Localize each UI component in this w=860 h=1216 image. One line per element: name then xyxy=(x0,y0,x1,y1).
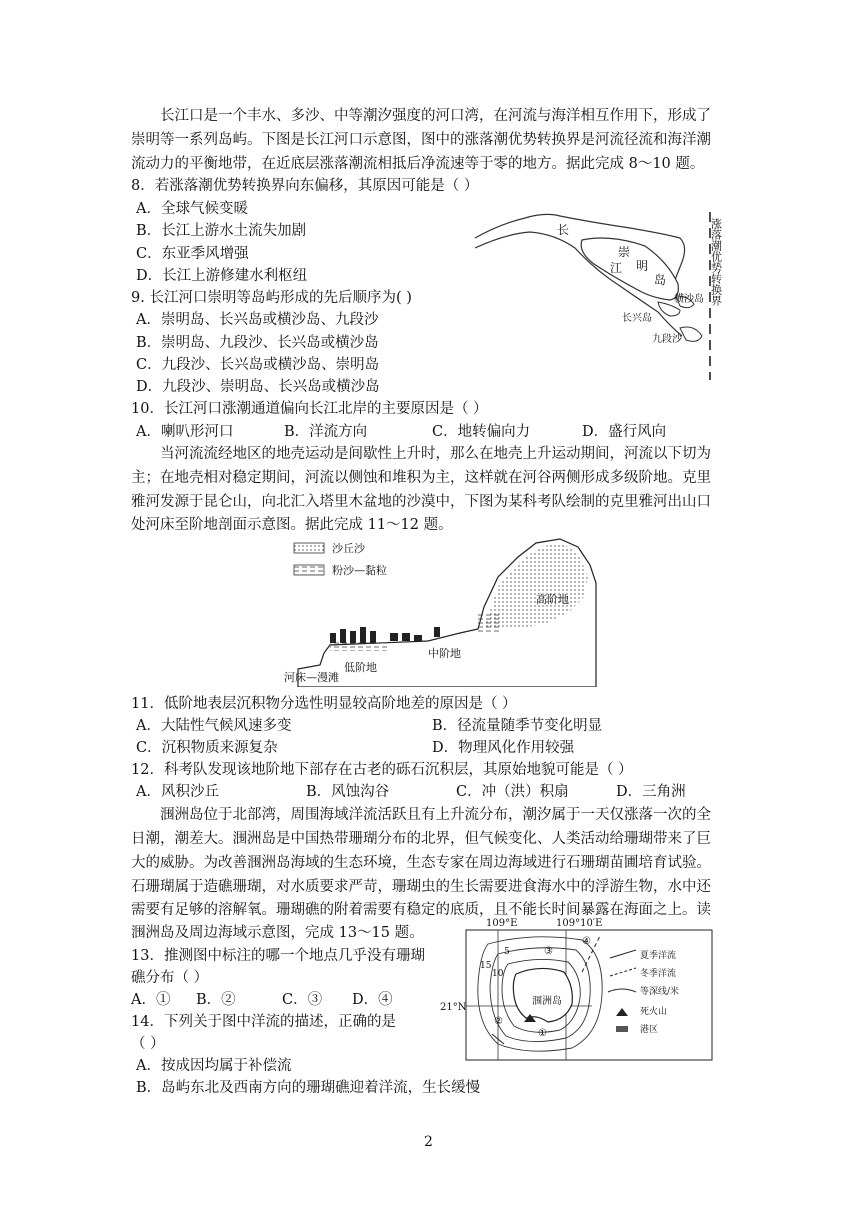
legend-harbor: 港区 xyxy=(640,1025,659,1035)
q11-option-d: D．物理风化作用较强 xyxy=(432,740,575,756)
q10-option-c: C．地转偏向力 xyxy=(432,424,531,440)
depth-label: 15 xyxy=(480,961,492,971)
depth-label: 10 xyxy=(492,969,504,979)
q9-option-c: C．九段沙、长兴岛或横沙岛、崇明岛 xyxy=(136,357,380,373)
q12-option-b: B．风蚀沟谷 xyxy=(306,784,390,800)
passage3-line: 涠洲岛及周边海域示意图，完成 13～15 题。 xyxy=(131,925,424,941)
q13-stem-cont: 礁分布（ ） xyxy=(131,970,209,986)
q14-stem-cont: （ ） xyxy=(131,1036,165,1052)
q9-option-a: A．崇明岛、长兴岛或横沙岛、九段沙 xyxy=(136,312,379,328)
depth-label: 5 xyxy=(504,947,510,957)
map1-label: 岛 xyxy=(654,273,667,287)
q12-option-a: A．风积沙丘 xyxy=(136,784,219,800)
legend-dune-sand: 沙丘沙 xyxy=(332,542,365,555)
legend-winter-current: 冬季洋流 xyxy=(640,969,677,979)
passage3-line: 石珊瑚属于造礁珊瑚，对水质要求严苛，珊瑚虫的生长需要进食海水中的浮游生物，水中还 xyxy=(131,879,711,895)
q10-option-a: A．喇叭形河口 xyxy=(136,424,234,440)
legend-isobath: 等深线/米 xyxy=(640,987,680,997)
q10-option-d: D．盛行风向 xyxy=(582,424,667,440)
q11-option-b: B．径流量随季节变化明显 xyxy=(432,718,603,734)
passage2-line: 处河床至阶地剖面示意图。据此完成 11～12 题。 xyxy=(131,517,453,533)
legend-volcano: 死火山 xyxy=(640,1007,668,1017)
q8-option-b: B．长江上游水土流失加剧 xyxy=(136,223,307,239)
point-label: ④ xyxy=(582,936,591,947)
passage1-line: 崇明等一系列岛屿。下图是长江河口示意图，图中的涨落潮优势转换界是河流径流和海洋潮 xyxy=(131,132,711,148)
q10-stem: 10．长江河口涨潮通道偏向长江北岸的主要原因是（ ） xyxy=(131,401,488,417)
terrace-profile-diagram xyxy=(278,537,598,687)
legend-silt-clay: 粉沙—黏粒 xyxy=(332,564,387,577)
lon-label-1: 109°E xyxy=(486,918,518,929)
weizhou-island-map xyxy=(432,914,722,1064)
passage3-line: 涠洲岛位于北部湾，周围海域洋流活跃且有上升流分布，潮汐属于一天仅涨落一次的全 xyxy=(160,807,711,823)
label-high-terrace: 高阶地 xyxy=(536,593,569,606)
map1-label: 江 xyxy=(610,261,623,275)
island-label: 涠洲岛 xyxy=(532,996,562,1007)
q14-option-a: A．按成因均属于补偿流 xyxy=(136,1058,292,1074)
passage2-line: 当河流流经地区的地壳运动是间歇性上升时，那么在地壳上升运动期间，河流以下切为 xyxy=(160,446,711,462)
passage1-line: 长江口是一个丰水、多沙、中等潮汐强度的河口湾，在河流与海洋相互作用下，形成了 xyxy=(160,108,711,124)
map1-label: 九段沙 xyxy=(652,334,682,345)
q11-option-c: C．沉积物质来源复杂 xyxy=(136,740,278,756)
passage3-line: 日潮，潮差大。涠洲岛是中国热带珊瑚分布的北界，但气候变化、人类活动给珊瑚带来了巨 xyxy=(131,831,711,847)
q13-option-a: A．① xyxy=(131,992,171,1008)
q13-option-d: D．④ xyxy=(352,992,393,1008)
q12-stem: 12．科考队发现该地阶地下部存在古老的砾石沉积层，其原始地貌可能是（ ） xyxy=(131,762,633,778)
passage1-line: 流动力的平衡地带，在近底层涨落潮流相抵后净流速等于零的地方。据此完成 8～10 题。 xyxy=(131,156,705,172)
q14-option-b: B．岛屿东北及西南方向的珊瑚礁迎着洋流，生长缓慢 xyxy=(136,1080,481,1096)
q8-option-d: D．长江上游修建水利枢纽 xyxy=(136,268,308,284)
map1-label: 崇 xyxy=(618,245,631,259)
page-number: 2 xyxy=(424,1134,433,1150)
q13-option-b: B．② xyxy=(196,992,236,1008)
q14-stem: 14．下列关于图中洋流的描述，正确的是 xyxy=(131,1014,396,1030)
q13-stem: 13．推测图中标注的哪一个地点几乎没有珊瑚 xyxy=(131,948,425,964)
q12-option-c: C．冲（洪）积扇 xyxy=(456,784,569,800)
q8-option-a: A．全球气候变暖 xyxy=(136,201,248,217)
label-riverbed-floodplain: 河床—漫滩 xyxy=(284,671,339,684)
q9-option-d: D．九段沙、崇明岛、长兴岛或横沙岛 xyxy=(136,379,380,395)
lon-label-2: 109°10′E xyxy=(556,918,603,929)
map1-label: 长兴岛 xyxy=(622,313,652,324)
point-label: ③ xyxy=(544,946,553,957)
q10-option-b: B．洋流方向 xyxy=(284,424,368,440)
q13-option-c: C．③ xyxy=(282,992,323,1008)
passage2-line: 主；在地壳相对稳定期间，河流以侧蚀和堆积为主，这样就在河谷两侧形成多级阶地。克里 xyxy=(131,470,711,486)
label-middle-terrace: 中阶地 xyxy=(428,647,461,660)
map1-label: 横沙岛 xyxy=(674,294,704,305)
legend-summer-current: 夏季洋流 xyxy=(640,951,677,961)
q8-option-c: C．东亚季风增强 xyxy=(136,246,249,262)
q12-option-d: D．三角洲 xyxy=(616,784,686,800)
point-label: ② xyxy=(494,1016,503,1027)
yangtze-estuary-map xyxy=(470,204,730,384)
point-label: ① xyxy=(538,1028,547,1039)
lat-label: 21°N xyxy=(440,1002,467,1013)
map1-label: 明 xyxy=(636,259,649,273)
q8-stem: 8．若涨落潮优势转换界向东偏移，其原因可能是（ ） xyxy=(131,178,479,194)
q11-stem: 11．低阶地表层沉积物分选性明显较高阶地差的原因是（ ） xyxy=(131,696,517,712)
q9-option-b: B．崇明岛、九段沙、长兴岛或横沙岛 xyxy=(136,335,379,351)
map1-label: 长 xyxy=(557,223,570,237)
passage3-line: 大的威胁。为改善涠洲岛海域的生态环境，生态专家在周边海域进行石珊瑚苗圃培育试验。 xyxy=(131,855,711,871)
label-low-terrace: 低阶地 xyxy=(344,661,377,674)
passage2-line: 雅河发源于昆仑山，向北汇入塔里木盆地的沙漠中，下图为某科考队绘制的克里雅河出山口 xyxy=(131,494,711,510)
transition-boundary-label: 涨落潮优势转换界 xyxy=(709,218,723,306)
passage3-line: 需要有足够的溶解氧。珊瑚礁的附着需要有稳定的底质，且不能长时间暴露在海面之上。读 xyxy=(131,902,711,918)
q11-option-a: A．大陆性气候风速多变 xyxy=(136,718,292,734)
q9-stem: 9. 长江河口崇明等岛屿形成的先后顺序为( ) xyxy=(131,290,412,306)
